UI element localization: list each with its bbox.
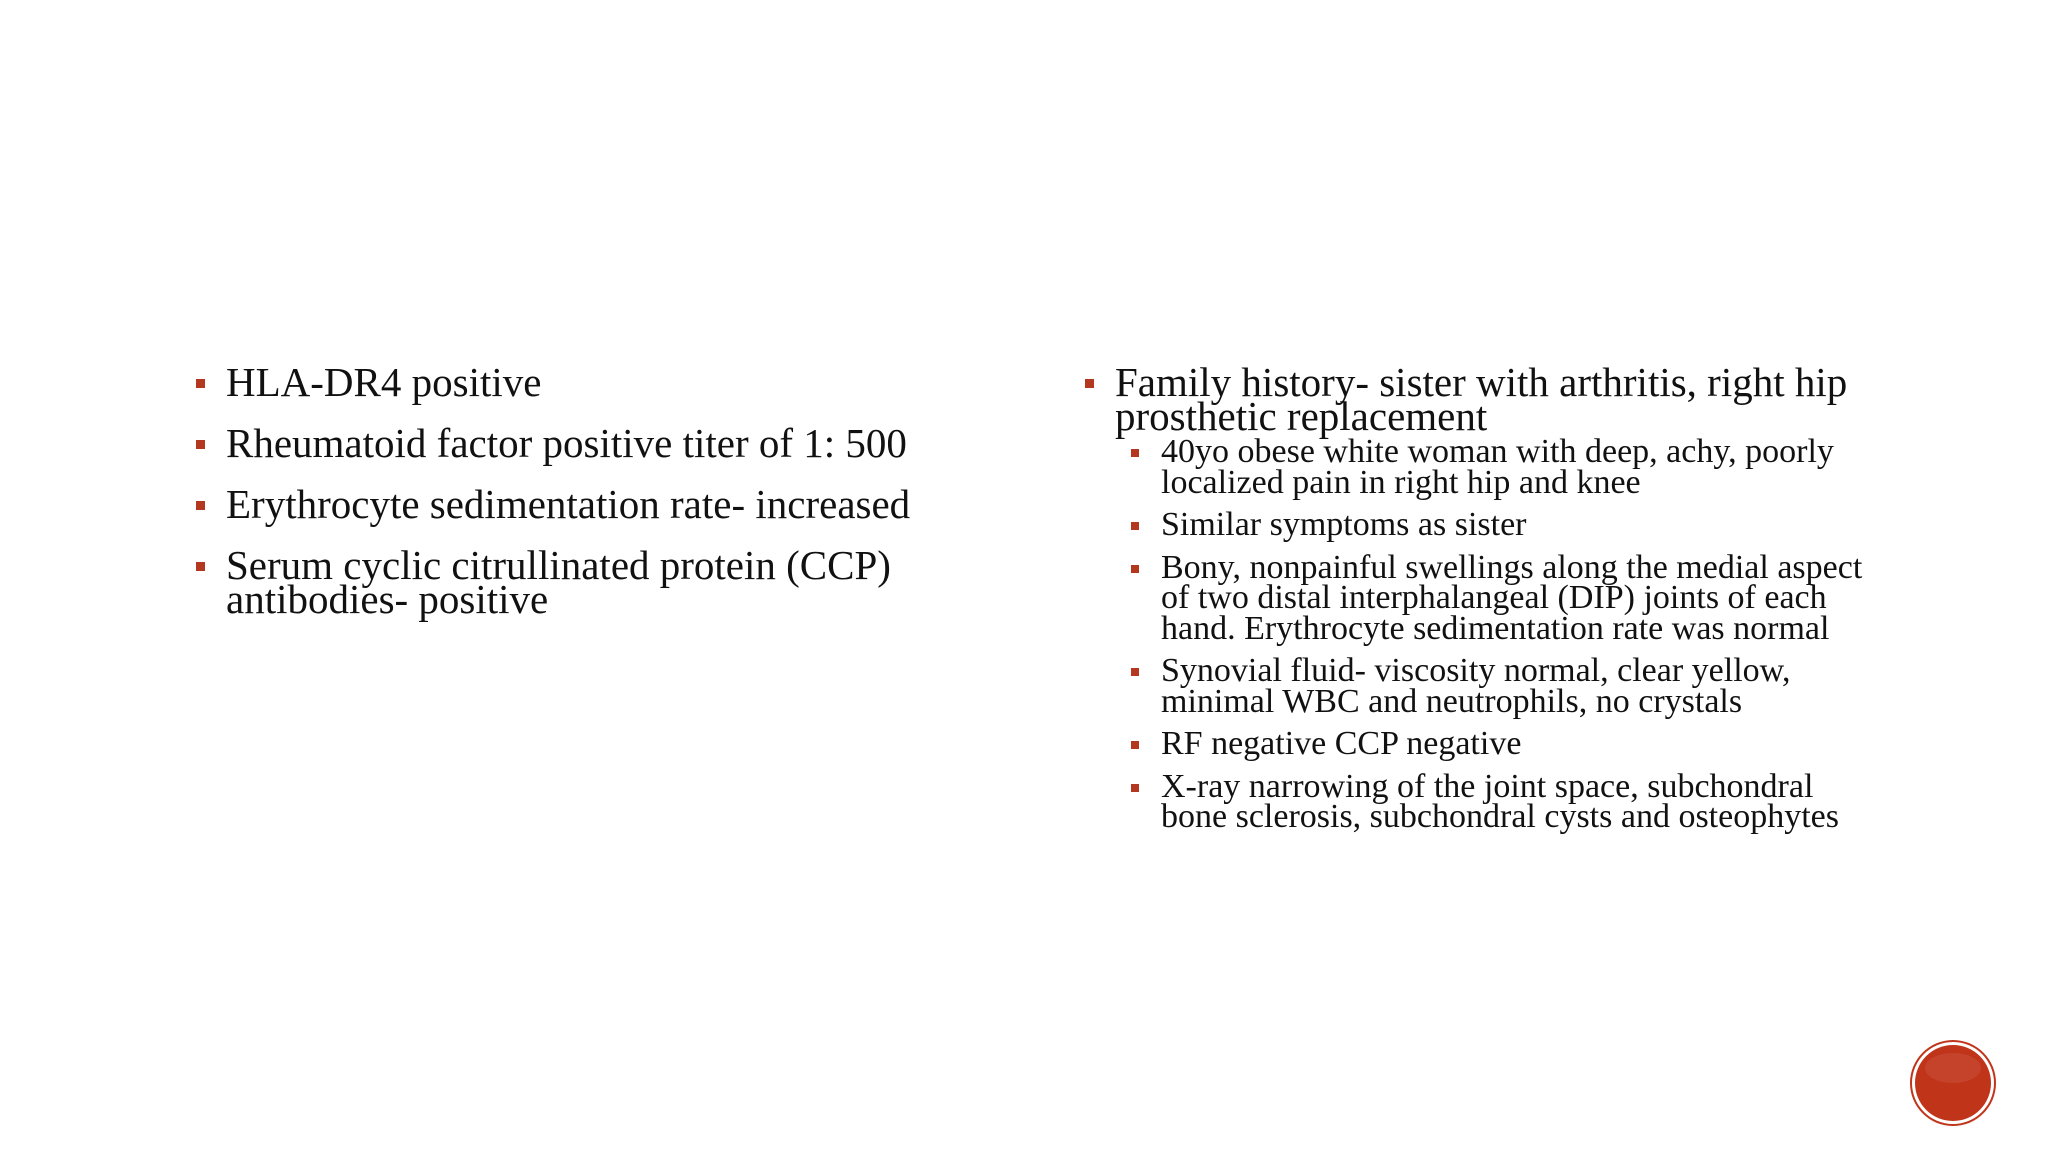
square-bullet-icon [1085,379,1094,388]
list-item-text: Rheumatoid factor positive titer of 1: 500 [226,420,907,466]
list-item-text: Family history- sister with arthritis, right hip prosthetic replacement [1115,359,1848,439]
nav-button-shine [1925,1053,1981,1083]
square-bullet-icon [1131,565,1139,573]
square-bullet-icon [196,562,205,571]
list-item [196,420,956,466]
sub-list-item [1131,652,1885,720]
sub-list-item [1131,725,1885,762]
square-bullet-icon [1131,522,1139,530]
list-item-family-history [1085,359,1885,439]
square-bullet-icon [1131,668,1139,676]
square-bullet-icon [1131,741,1139,749]
right-bullet-list [1085,359,1885,439]
sub-list-item-text: X-ray narrowing of the joint space, subchondral bone sclerosis, subchondral cysts and osteophytes [1161,767,1839,835]
sub-bullet-list [1085,433,1885,835]
square-bullet-icon [1131,784,1139,792]
left-bullet-list [196,359,956,622]
sub-list-item [1131,767,1885,835]
list-item-text: Serum cyclic citrullinated protein (CCP) antibodies- positive [226,542,891,622]
square-bullet-icon [1131,449,1139,457]
list-item-text: HLA-DR4 positive [226,359,542,405]
circle-nav-icon[interactable] [1915,1045,1991,1121]
list-item [196,481,956,527]
list-item [196,542,956,622]
list-item-text: Erythrocyte sedimentation rate- increased [226,481,911,527]
sub-list-item-text: 40yo obese white woman with deep, achy, poorly localized pain in right hip and knee [1161,433,1834,501]
square-bullet-icon [196,379,205,388]
sub-list-item [1131,506,1885,543]
sub-list-item-text: Similar symptoms as sister [1161,506,1527,543]
sub-list-item-text: Bony, nonpainful swellings along the medial aspect of two distal interphalangeal (DIP) joints of each hand. Erythrocyte sedimentation rate was normal [1161,548,1863,647]
sub-list-item [1131,433,1885,501]
sub-list-item [1131,548,1885,647]
sub-list-item-text: RF negative CCP negative [1161,725,1522,762]
left-column [196,359,956,643]
list-item [196,359,956,405]
square-bullet-icon [196,440,205,449]
square-bullet-icon [196,501,205,510]
sub-list-item-text: Synovial fluid- viscosity normal, clear yellow, minimal WBC and neutrophils, no crystals [1161,652,1791,720]
right-column [1085,359,1885,845]
